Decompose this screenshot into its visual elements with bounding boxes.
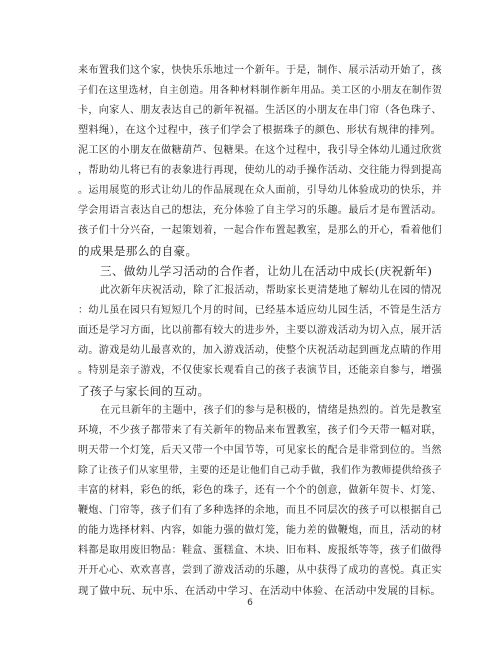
text-line: 明天带一个灯笼，后天又带一个中国节等，可见家长的配合是非常到位的。当然 [78, 445, 442, 456]
text-line: 泥工区的小朋友在做糖葫芦、包糖果。在这个过程中，我引导全体幼儿通过欣赏 [78, 145, 442, 156]
text-line: 动。游戏是幼儿最喜欢的，加入游戏活动，使整个庆祝活动起到画龙点睛的作用 [78, 345, 442, 356]
text-line: 孩子们十分兴奋，一起策划着，一起合作布置起教室，是那么的开心，看着他们 [78, 225, 442, 236]
text-line: ，帮助幼儿将已有的表象进行再现，使幼儿的动手操作活动、交往能力得到提高 [78, 165, 442, 176]
page-number: 6 [247, 598, 253, 608]
text-line: 鞭炮、门帘等，孩子们有了多种选择的余地，而且不同层次的孩子可以根据自己 [78, 505, 442, 516]
text-line: 的能力选择材料、内容，如能力强的做灯笼，能力差的做鞭炮，而且，活动的材 [78, 525, 442, 536]
text-line: 来布置我们这个家，快快乐乐地过一个新年。于是，制作、展示活动开始了，孩 [78, 65, 442, 76]
text-line: 了孩子与家长间的互动。 [78, 384, 210, 398]
text-line: 丰富的材料，彩色的纸，彩色的珠子，还有一个个的创意，做新年贺卡、灯笼、 [78, 485, 442, 496]
text-line: 开开心心、欢欢喜喜，尝到了游戏活动的乐趣，从中获得了成功的喜悦。真正实 [78, 565, 442, 576]
section-heading: 三、做幼儿学习活动的合作者，让幼儿在活动中成长(庆祝新年) [100, 264, 433, 278]
text-line: ：幼儿虽在园只有短短几个月的时间，已经基本适应幼儿园生活，不管是生活方 [78, 305, 442, 316]
text-line: 塑料绳），在这个过程中，孩子们学会了根据珠子的颜色、形状有规律的排列。 [78, 125, 442, 136]
text-line: 现了做中玩、玩中乐、在活动中学习、在活动中体验、在活动中发展的目标。 [78, 585, 442, 597]
paragraph-start: 此次新年庆祝活动，除了汇报活动，帮助家长更清楚地了解幼儿在园的情况 [100, 285, 442, 296]
paragraph-start: 在元旦新年的主题中，孩子们的参与是积极的，情绪是热烈的。首先是教室 [100, 405, 442, 416]
text-line: 除了让孩子们从家里带，主要的还是让他们自己动手做，我们作为教师提供给孩子 [78, 465, 443, 476]
text-line: 子们在这里选材，自主创造。用各种材料制作新年用品。美工区的小朋友在制作贺 [78, 85, 443, 96]
text-line: 的成果是那么的自豪。 [78, 244, 198, 258]
text-line: 。运用展览的形式让幼儿的作品展现在众人面前，引导幼儿体验成功的快乐，并 [78, 185, 442, 196]
text-line: 料都是取用废旧物品：鞋盒、蛋糕盒、木块、旧布料、废报纸等等，孩子们做得 [78, 545, 442, 556]
text-line: 卡，向家人、朋友表达自己的新年祝福。生活区的小朋友在串门帘（各色珠子、 [78, 105, 442, 116]
text-line: 学会用语言表达自己的想法，充分体验了自主学习的乐趣。最后才是布置活动。 [78, 205, 442, 216]
text-line: 面还是学习方面，比以前都有较大的进步外，主要以游戏活动为切入点，展开活 [78, 325, 442, 336]
text-line: 环境，不少孩子都带来了有关新年的物品来布置教室，孩子们今天带一幅对联， [78, 425, 442, 436]
text-line: 。特别是亲子游戏，不仅使家长观看自己的孩子表演节目，还能亲自参与，增强 [78, 365, 442, 376]
